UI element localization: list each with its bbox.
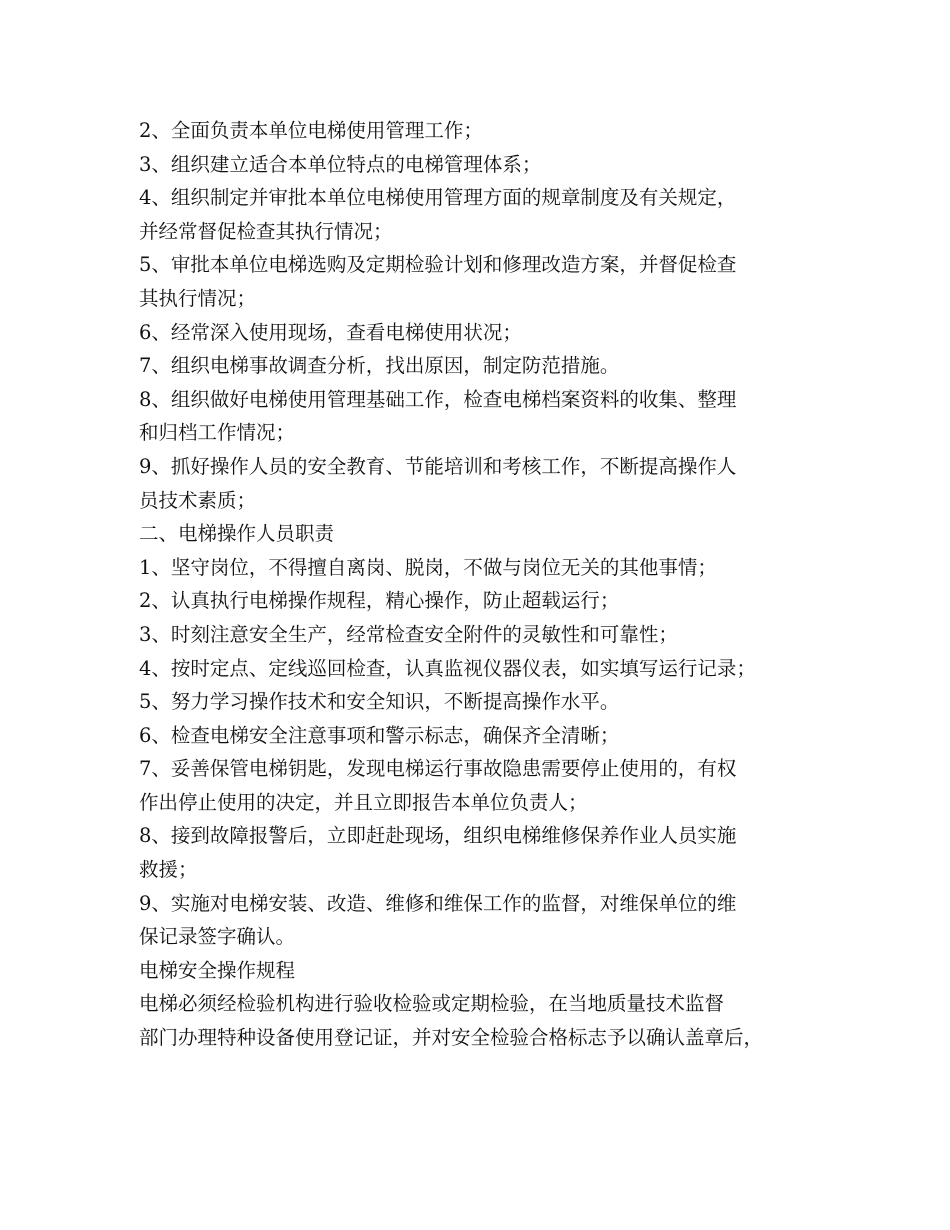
text-line: 7、妥善保管电梯钥匙，发现电梯运行事故隐患需要停止使用的，有权 (139, 757, 737, 781)
document-body (139, 114, 839, 1055)
text-line: 2、全面负责本单位电梯使用管理工作； (139, 119, 483, 142)
text-line: 5、审批本单位电梯选购及定期检验计划和修理改造方案，并督促检查 (139, 253, 737, 277)
text-line: 6、检查电梯安全注意事项和警示标志，确保齐全清晰； (139, 723, 620, 747)
text-line: 9、抓好操作人员的安全教育、节能培训和考核工作，不断提高操作人 (139, 454, 737, 478)
text-line: 和归档工作情况； (139, 421, 296, 445)
text-line: 8、组织做好电梯使用管理基础工作，检查电梯档案资料的收集、整理 (139, 387, 737, 411)
text-line: 6、经常深入使用现场，查看电梯使用状况； (139, 320, 522, 344)
text-line: 并经常督促检查其执行情况； (139, 219, 393, 243)
text-line: 4、按时定点、定线巡回检查，认真监视仪器仪表，如实填写运行记录； (139, 656, 756, 680)
text-line: 部门办理特种设备使用登记证，并对安全检验合格标志予以确认盖章后， (139, 1026, 764, 1050)
text-line: 5、努力学习操作技术和安全知识，不断提高操作水平。 (139, 690, 620, 714)
text-line: 4、组织制定并审批本单位电梯使用管理方面的规章制度及有关规定， (139, 186, 737, 210)
text-line: 电梯必须经检验机构进行验收检验或定期检验，在当地质量技术监督 (139, 992, 725, 1016)
text-line: 1、坚守岗位，不得擅自离岗、脱岗，不做与岗位无关的其他事情； (139, 555, 717, 579)
section-heading: 二、电梯操作人员职责 (139, 522, 335, 546)
section-heading: 电梯安全操作规程 (139, 958, 296, 982)
text-line: 3、组织建立适合本单位特点的电梯管理体系； (139, 152, 542, 176)
text-line: 7、组织电梯事故调查分析，找出原因，制定防范措施。 (139, 354, 620, 378)
text-line: 3、时刻注意安全生产，经常检查安全附件的灵敏性和可靠性； (139, 622, 678, 646)
text-line: 保记录签字确认。 (139, 925, 296, 949)
text-line: 员技术素质； (139, 488, 257, 512)
text-line: 2、认真执行电梯操作规程，精心操作，防止超载运行； (139, 589, 620, 613)
text-line: 9、实施对电梯安装、改造、维修和维保工作的监督，对维保单位的维 (139, 891, 737, 915)
text-line: 其执行情况； (139, 286, 257, 310)
text-line: 救援； (139, 858, 198, 882)
text-line: 作出停止使用的决定，并且立即报告本单位负责人； (139, 790, 588, 814)
text-line: 8、接到故障报警后，立即赶赴现场，组织电梯维修保养作业人员实施 (139, 824, 737, 848)
